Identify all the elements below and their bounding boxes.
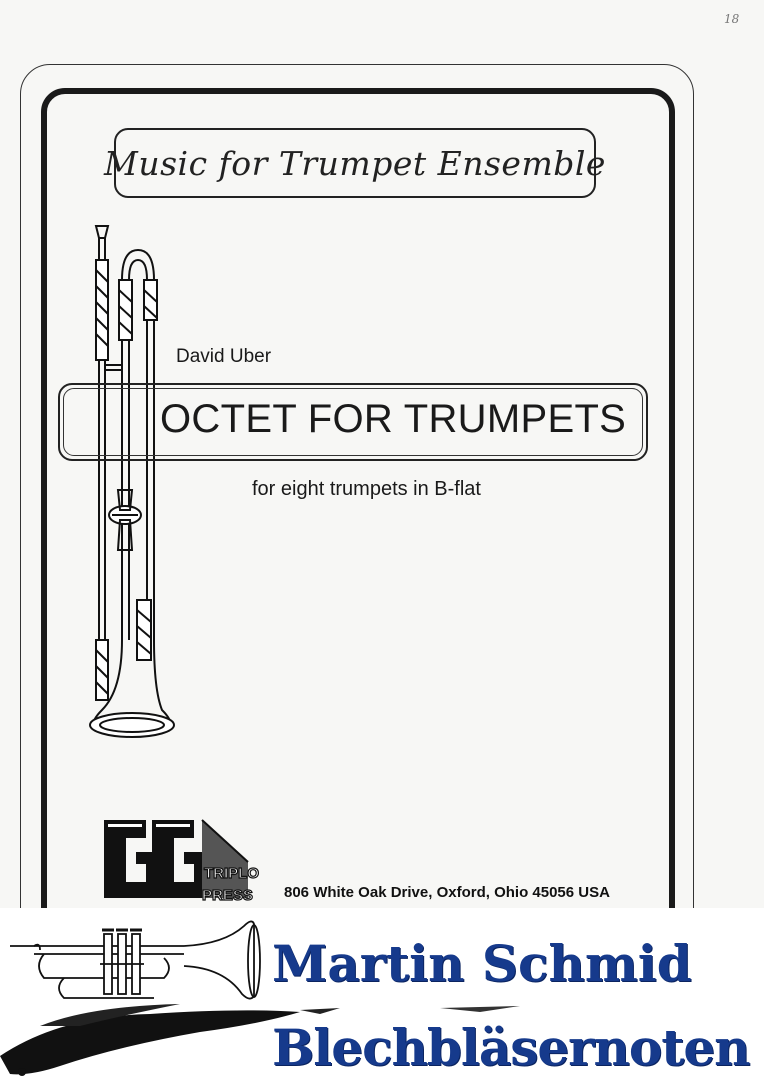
instrumentation-subtitle: for eight trumpets in B-flat [252, 478, 481, 500]
logo-line1: TRIPLO [204, 865, 259, 882]
series-box [104, 128, 606, 198]
composer-name: David Uber [176, 346, 272, 367]
logo-line2: PRESS [202, 887, 253, 904]
series-title: Music for Trumpet Ensemble [104, 143, 606, 183]
banner-dealer-name: Martin Schmid [272, 934, 692, 993]
trumpet-icon [4, 916, 274, 1016]
publisher-address: 806 White Oak Drive, Oxford, Ohio 45056 USA [284, 884, 610, 901]
page-number-mark: 18 [724, 12, 740, 26]
work-title: OCTET FOR TRUMPETS [160, 397, 627, 441]
natural-trumpet-icon [82, 220, 182, 740]
banner-dealer-subtitle: Blechbläsernoten [272, 1018, 750, 1077]
triplo-press-logo [98, 812, 278, 908]
